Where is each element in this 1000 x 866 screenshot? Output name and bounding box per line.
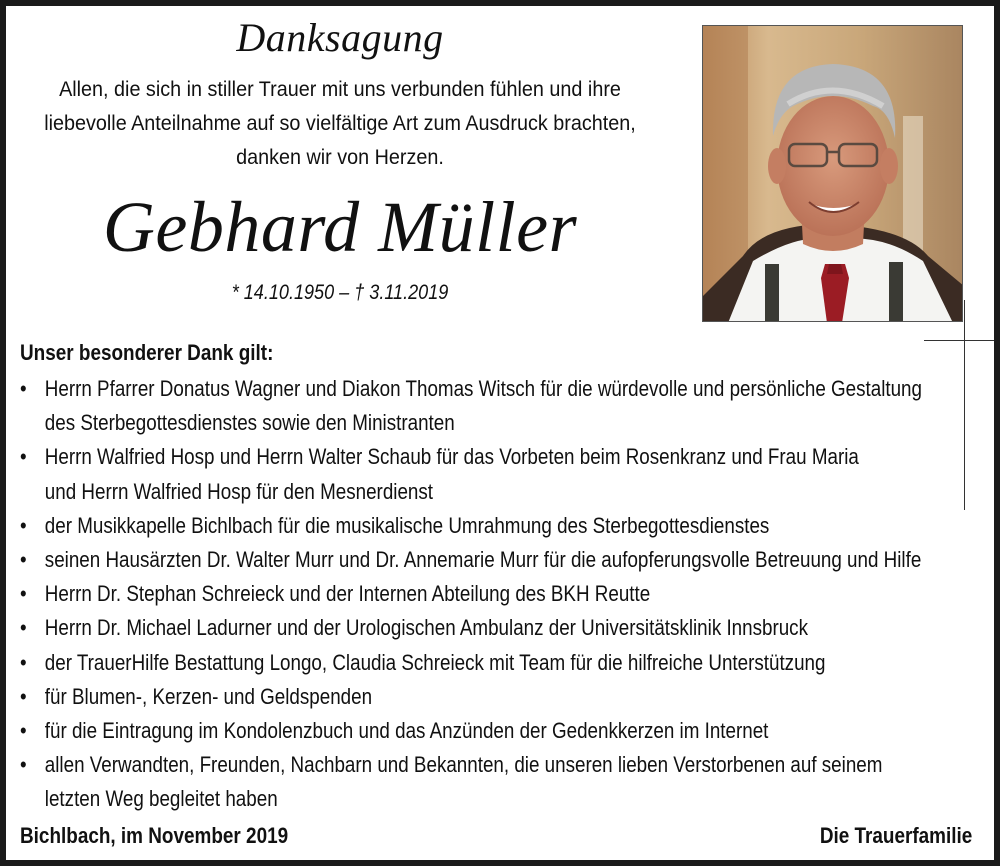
list-item-line: Herrn Dr. Stephan Schreieck und der Internen Abteilung des BKH Reutte [44,581,651,607]
list-item [20,440,961,508]
list-item-line: für die Eintragung im Kondolenzbuch und das Anzünden der Gedenkkerzen im Internet [44,718,769,744]
list-item-line: letzten Weg begleitet haben [44,786,278,812]
list-item-line: Herrn Pfarrer Donatus Wagner und Diakon Thomas Witsch für die würdevolle und persönliche Gestaltung [44,376,922,401]
memorial-cross-vertical [964,300,965,510]
deceased-name: Gebhard Müller [102,187,578,267]
life-dates: * 14.10.1950 – † 3.11.2019 [231,281,449,304]
list-item [20,577,961,611]
portrait-photo-icon [703,26,963,322]
list-item-line: für Blumen-, Kerzen- und Geldspenden [44,683,373,709]
bullet: • [20,752,27,778]
list-item-line: allen Verwandten, Freunden, Nachbarn und Bekannten, die unseren lieben Verstorbenen auf seinem [44,752,883,778]
notice-heading: Danksagung [236,15,444,60]
list-item [20,543,961,577]
list-item [20,509,961,543]
list-item-line: und Herrn Walfried Hosp für den Mesnerdienst [44,478,434,504]
memorial-cross-horizontal [924,340,994,341]
thanks-title: Unser besonderer Dank gilt: [20,340,274,365]
bullet: • [20,581,27,607]
bullet: • [20,649,27,675]
list-item-line: seinen Hausärzten Dr. Walter Murr und Dr. Annemarie Murr für die aufopferungsvolle Betreuung und Hilfe [44,547,922,573]
signature: Die Trauerfamilie [819,823,972,848]
portrait-photo [702,25,963,322]
intro-line: liebevolle Anteilnahme auf so vielfältige Art zum Ausdruck brachten, [44,111,636,135]
bullet: • [20,376,27,401]
place-date: Bichlbach, im November 2019 [20,823,289,848]
list-item-line: Herrn Walfried Hosp und Herrn Walter Schaub für das Vorbeten beim Rosenkranz und Frau Maria [44,444,859,470]
list-item [20,372,961,440]
bullet: • [20,718,27,744]
list-item-line: Herrn Dr. Michael Ladurner und der Urologischen Ambulanz der Universitätsklinik Innsbruck [44,615,809,641]
list-item [20,748,961,816]
list-item [20,646,961,680]
bullet: • [20,615,27,641]
thanks-list [20,372,961,817]
list-item-line: der TrauerHilfe Bestattung Longo, Claudia Schreieck mit Team für die hilfreiche Unterstützung [44,649,826,675]
intro-text [27,72,653,174]
list-item-line: der Musikkapelle Bichlbach für die musikalische Umrahmung des Sterbegottesdienstes [44,512,770,538]
list-item [20,680,961,714]
list-item [20,714,961,748]
bullet: • [20,512,27,538]
bullet: • [20,547,27,573]
list-item-line: des Sterbegottesdienstes sowie den Ministranten [44,410,455,436]
intro-line: Allen, die sich in stiller Trauer mit uns verbunden fühlen und ihre [59,77,621,101]
intro-line: danken wir von Herzen. [236,145,444,169]
bullet: • [20,683,27,709]
list-item [20,611,961,645]
bullet: • [20,444,27,470]
